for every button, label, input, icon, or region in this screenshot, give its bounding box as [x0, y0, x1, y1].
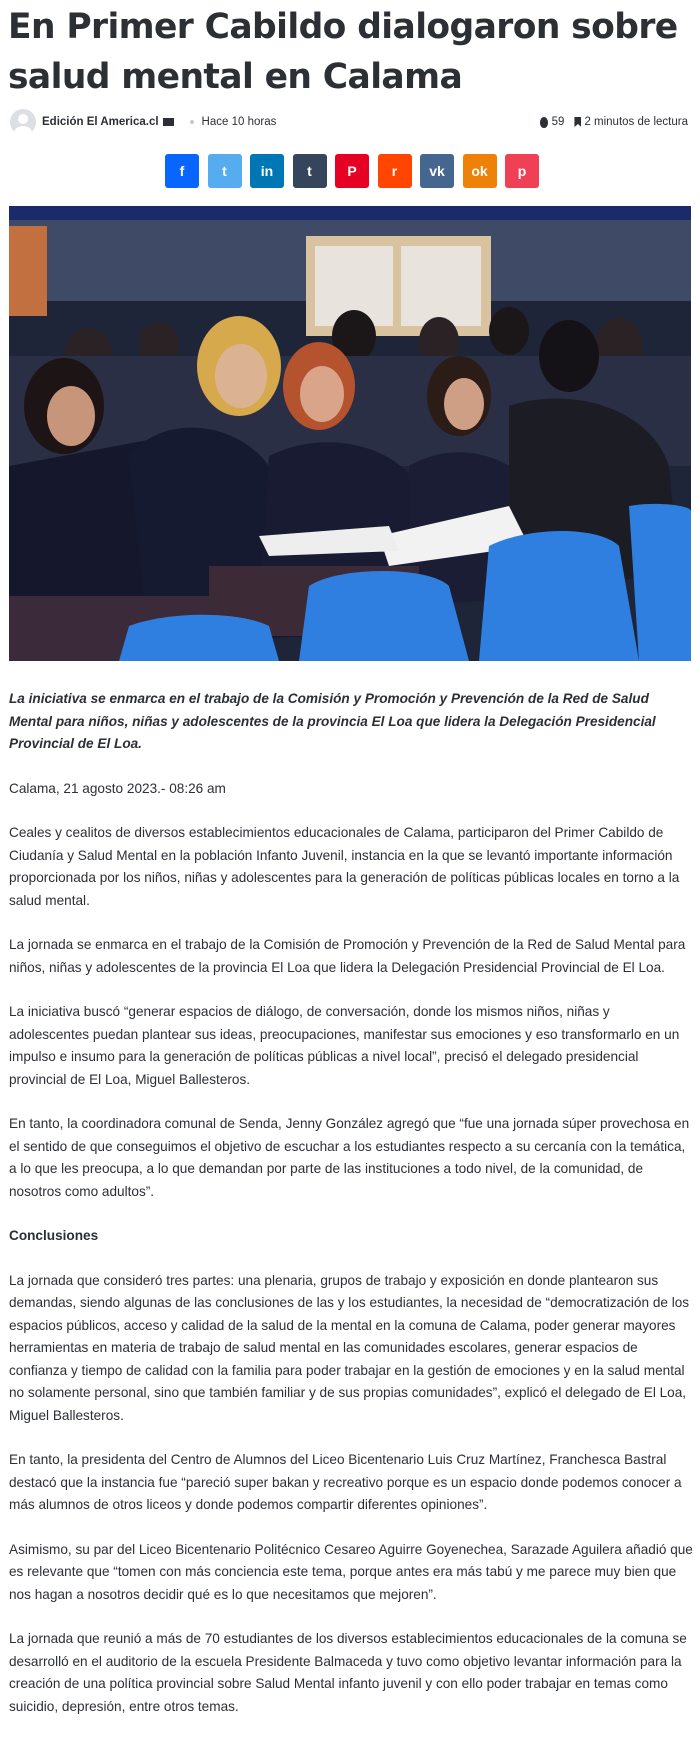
- twitter-share-button[interactable]: t: [208, 154, 242, 188]
- article-paragraph: La iniciativa buscó “generar espacios de diálogo, de conversación, donde los mismos niños, niñas y adolescentes puedan plantear sus ideas, preocupaciones, manifestar sus emociones y eso transformarlo en un impulso e insumo para la generación de políticas públicas a nivel local”, precisó el delegado presidencial provincial de El Loa, Miguel Ballesteros.: [9, 1004, 680, 1087]
- article-paragraph: La jornada que reunió a más de 70 estudiantes de los diversos establecimientos educacionales de la comuna se desarrolló en el auditorio de la escuela Presidente Balmaceda y tuvo como objetivo levantar información para la creación de una política provincial sobre Salud Mental infanto juvenil y con ello poder trabajar en temas como suicidio, depresión, entre otros temas.: [9, 1631, 687, 1714]
- article-lead: La iniciativa se enmarca en el trabajo de la Comisión y Promoción y Prevención de la Red de Salud Mental para niños, niñas y adolescentes de la provincia El Loa que lidera la Delegación Presidencial Provincial de El Loa.: [9, 691, 656, 751]
- linkedin-share-button[interactable]: in: [250, 154, 284, 188]
- article-paragraph: Ceales y cealitos de diversos establecimientos educacionales de Calama, participaron del Primer Cabildo de Ciudanía y Salud Mental en la población Infanto Juvenil, instancia en la que se levantó importante información proporcionada por los niños, niñas y adolescentes para la generación de políticas públicas locales en torno a la salud mental.: [9, 825, 680, 908]
- pocket-share-button[interactable]: p: [505, 154, 539, 188]
- bookmark-icon: [574, 117, 581, 127]
- article-dateline: Calama, 21 agosto 2023.- 08:26 am: [9, 780, 226, 796]
- mail-icon[interactable]: [163, 118, 174, 126]
- article-title: En Primer Cabildo dialogaron sobre salud mental en Calama: [8, 7, 678, 97]
- reddit-share-button[interactable]: r: [378, 154, 412, 188]
- article-paragraph: En tanto, la coordinadora comunal de Senda, Jenny González agregó que “fue una jornada súper provechosa en el sentido de que conseguimos el objetivo de escuchar a los estudiantes respecto a su cercanía con la temática, a lo que les preocupa, a lo que demandan por parte de las instituciones a todo nivel, de la comunidad, de nosotros como adultos”.: [9, 1116, 690, 1199]
- article-paragraph: En tanto, la presidenta del Centro de Alumnos del Liceo Bicentenario Luis Cruz Martínez, Franchesca Bastral destacó que la instancia fue “pareció super bakan y recreativo porque es un espacio donde podemos conocer a más alumnos de otros liceos y donde podemos compartir diferentes opiniones”.: [9, 1452, 682, 1512]
- classroom-photo: [9, 206, 691, 661]
- post-stats: [540, 116, 688, 128]
- author-link[interactable]: Edición El America.cl: [42, 116, 159, 128]
- article-paragraph: La jornada se enmarca en el trabajo de la Comisión de Promoción y Prevención de la Red de Salud Mental para niños, niñas y adolescentes de la provincia El Loa que lidera la Delegación Presidencial Provincial de El Loa.: [9, 937, 686, 975]
- section-heading: Conclusiones: [9, 1228, 99, 1243]
- odnoklassniki-share-button[interactable]: ok: [463, 154, 497, 188]
- share-buttons: [165, 154, 539, 188]
- separator-dot-icon: [190, 120, 194, 124]
- post-meta: [10, 107, 688, 137]
- vk-share-button[interactable]: vk: [420, 154, 454, 188]
- article-paragraph: Asimismo, su par del Liceo Bicentenario Politécnico Cesareo Aguirre Goyenechea, Sarazade Aguilera añadió que es relevante que “tomen con más conciencia este tema, porque antes era más tabú y me parece muy bien que nos hagan a nosotros decidir qué es lo que necesitamos que mejoren”.: [9, 1541, 693, 1602]
- featured-image: [9, 206, 691, 661]
- facebook-share-button[interactable]: f: [165, 154, 199, 188]
- read-time: 2 minutos de lectura: [584, 116, 688, 128]
- author-avatar[interactable]: [10, 109, 36, 135]
- post-date: Hace 10 horas: [201, 116, 277, 128]
- pinterest-share-button[interactable]: P: [335, 154, 369, 188]
- tumblr-share-button[interactable]: t: [293, 154, 327, 188]
- article-body: [9, 688, 693, 1740]
- article-paragraph: La jornada que consideró tres partes: una plenaria, grupos de trabajo y exposición en donde plantearon sus demandas, siendo algunas de las conclusiones de las y los estudiantes, la necesidad de “democratización de los espacios públicos, acceso y calidad de la salud de la mental en la comuna de Calama, poder generar mayores herramientas en materia de trabajo de salud mental en las comunidades escolares, generar espacios de confianza y tiempo de calidad con la familia para poder trabajar en la gestión de emociones y en la salud mental no solamente personal, sino que también familiar y de sus propias comunidades”, explicó el delegado de El Loa, Miguel Ballesteros.: [9, 1272, 690, 1423]
- flame-icon: [540, 117, 548, 128]
- views-count: 59: [551, 116, 565, 128]
